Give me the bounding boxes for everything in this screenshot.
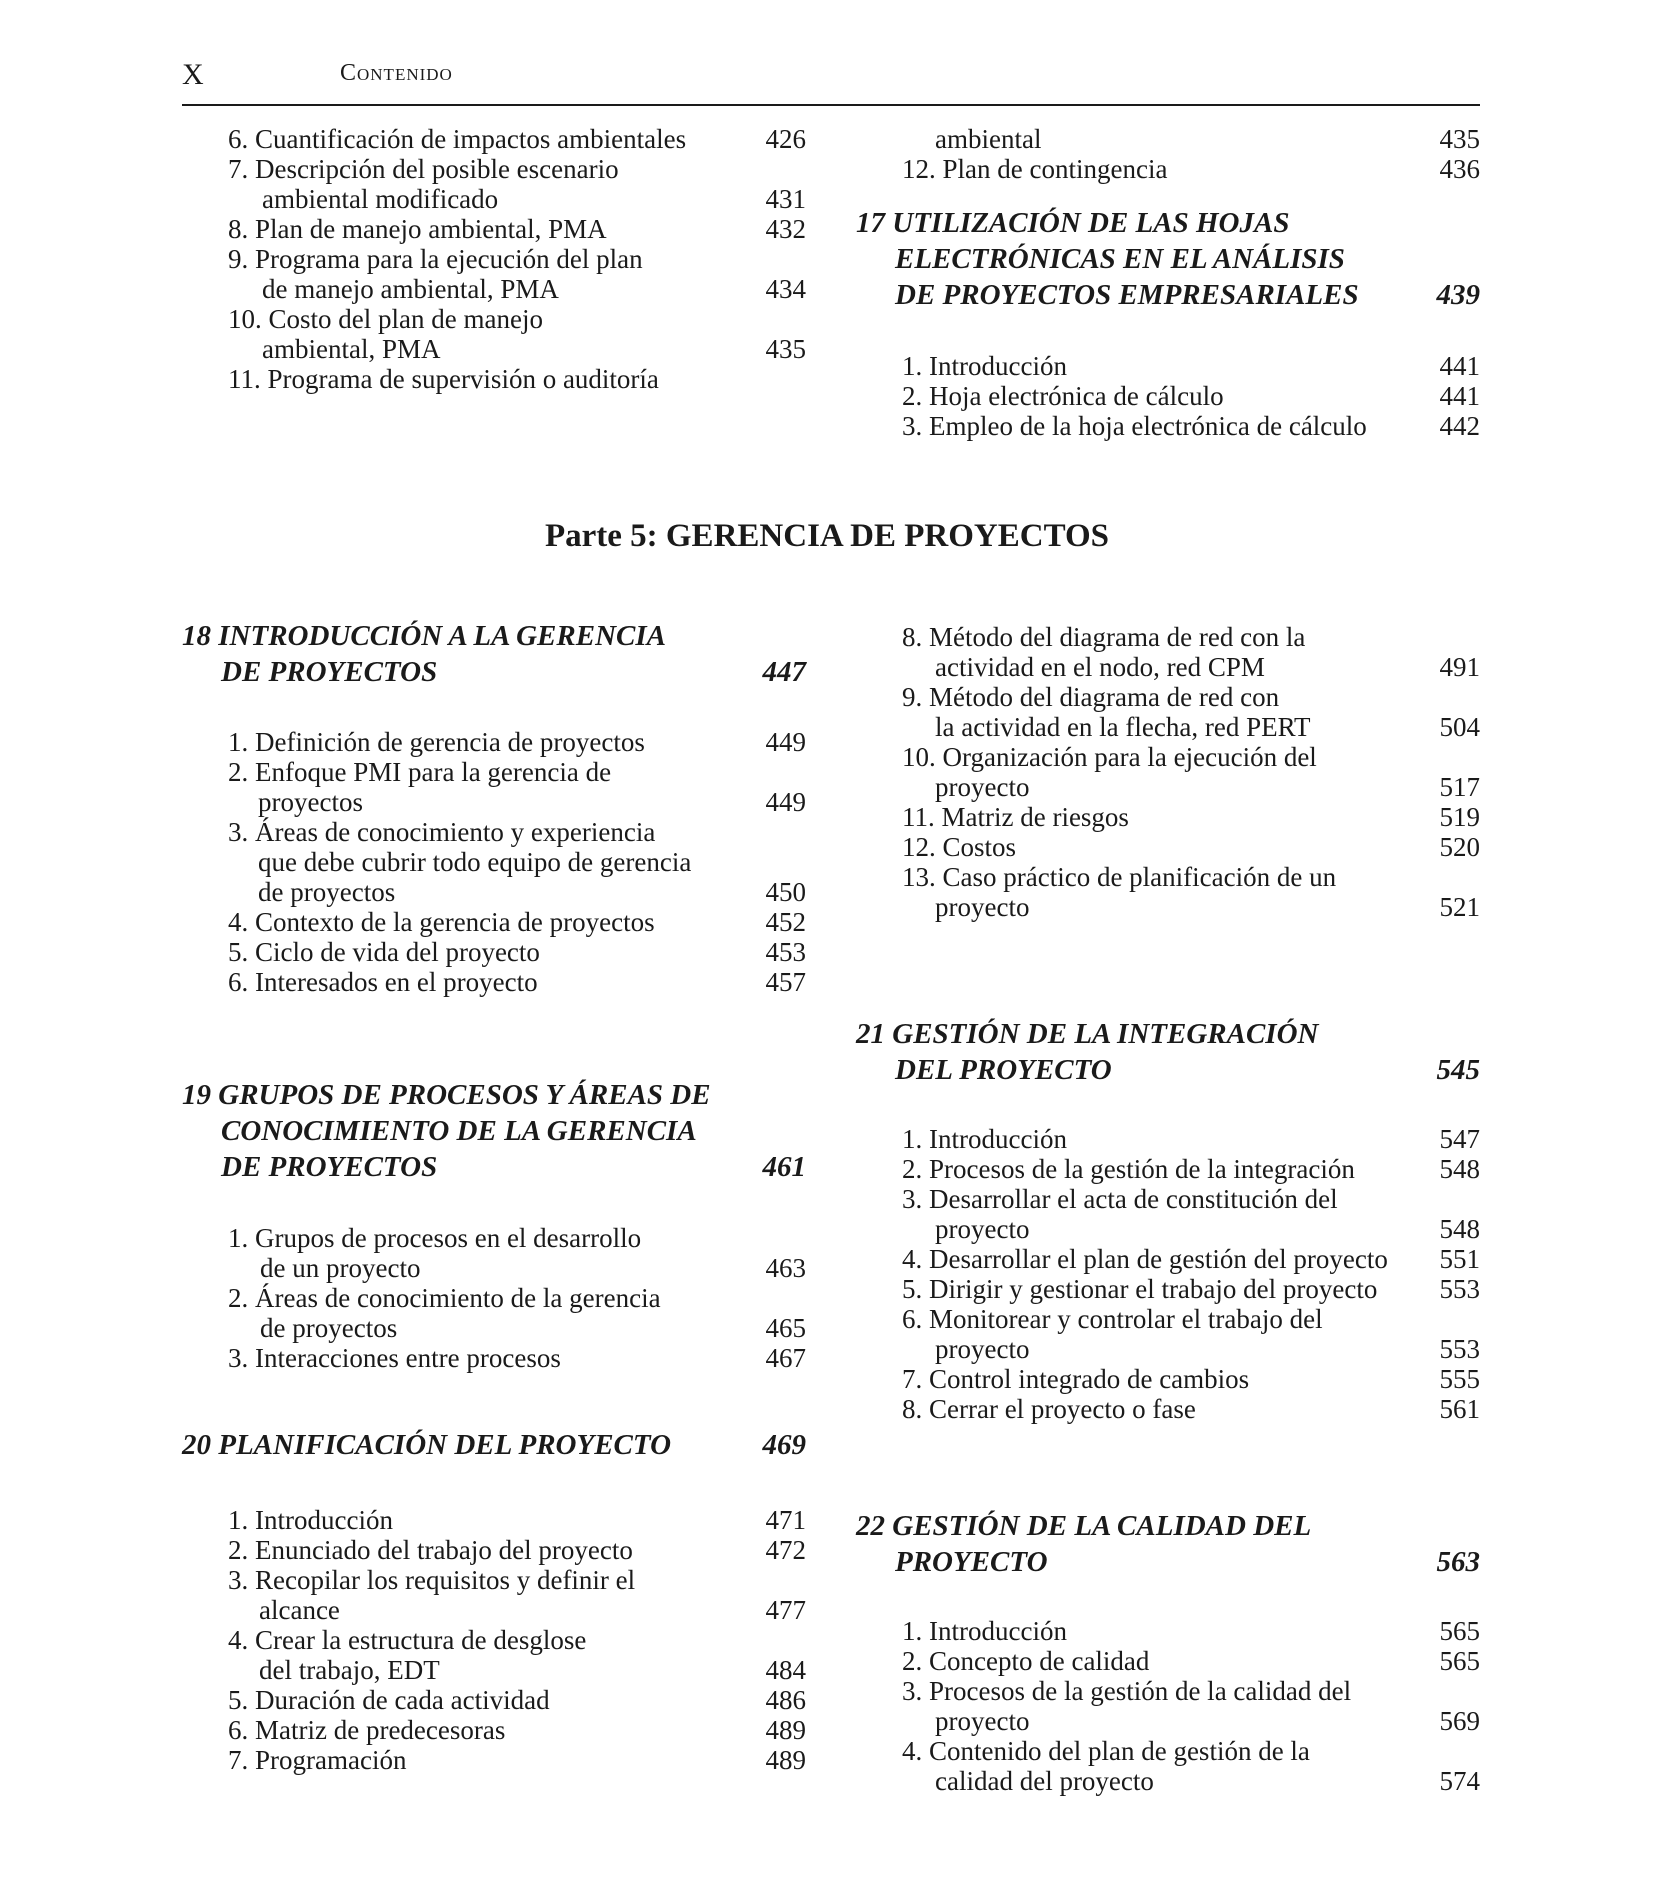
toc-entry-text: 10. Costo del plan de manejo bbox=[228, 304, 543, 334]
toc-entry-text: que debe cubrir todo equipo de gerencia bbox=[258, 847, 692, 877]
chapter-title: DE PROYECTOS bbox=[221, 656, 438, 688]
toc-entry-text: proyecto bbox=[935, 1706, 1030, 1736]
toc-entry-text: 2. Hoja electrónica de cálculo bbox=[902, 381, 1224, 411]
toc-entry-text: 9. Programa para la ejecución del plan bbox=[228, 244, 643, 274]
toc-entry-text: 4. Contenido del plan de gestión de la bbox=[902, 1736, 1310, 1766]
toc-entry-page: 463 bbox=[765, 1253, 806, 1283]
toc-entry-text: 13. Caso práctico de planificación de un bbox=[902, 862, 1337, 892]
toc-entry-text: 6. Monitorear y controlar el trabajo del bbox=[902, 1304, 1323, 1334]
toc-entry-text: 7. Programación bbox=[228, 1745, 407, 1775]
toc-entry-text: 6. Interesados en el proyecto bbox=[228, 967, 538, 997]
chapter-title: CONOCIMIENTO DE LA GERENCIA bbox=[221, 1115, 697, 1147]
toc-entry-text: 1. Introducción bbox=[902, 1124, 1067, 1154]
toc-entry-page: 477 bbox=[765, 1595, 806, 1625]
toc-entry-text: de un proyecto bbox=[260, 1253, 421, 1283]
toc-entry-page: 565 bbox=[1439, 1646, 1480, 1676]
toc-entry-text: 3. Procesos de la gestión de la calidad del bbox=[902, 1676, 1352, 1706]
toc-entry-text: 3. Interacciones entre procesos bbox=[228, 1343, 561, 1373]
toc-entry-page: 551 bbox=[1439, 1244, 1480, 1274]
chapter-page: 461 bbox=[762, 1151, 806, 1183]
toc-entry-page: 449 bbox=[765, 787, 806, 817]
toc-entry-text: 11. Matriz de riesgos bbox=[902, 802, 1129, 832]
toc-entry-page: 465 bbox=[765, 1313, 806, 1343]
chapter-title: 18 INTRODUCCIÓN A LA GERENCIA bbox=[182, 620, 666, 652]
toc-entry-page: 484 bbox=[765, 1655, 806, 1685]
toc-entry-page: 436 bbox=[1439, 154, 1480, 184]
toc-entry-text: 4. Contexto de la gerencia de proyectos bbox=[228, 907, 655, 937]
toc-entry-text: de manejo ambiental, PMA bbox=[262, 274, 559, 304]
toc-entry-text: 3. Recopilar los requisitos y definir el bbox=[228, 1565, 636, 1595]
toc-entry-page: 520 bbox=[1439, 832, 1480, 862]
toc-entry-page: 521 bbox=[1439, 892, 1480, 922]
toc-entry-text: proyecto bbox=[935, 1214, 1030, 1244]
chapter-page: 469 bbox=[762, 1429, 806, 1461]
toc-entry-text: 5. Dirigir y gestionar el trabajo del proyecto bbox=[902, 1274, 1378, 1304]
chapter-page: 439 bbox=[1436, 279, 1480, 311]
toc-entry-text: 9. Método del diagrama de red con bbox=[902, 682, 1280, 712]
toc-entry-text: alcance bbox=[259, 1595, 340, 1625]
chapter-title: ELECTRÓNICAS EN EL ANÁLISIS bbox=[895, 243, 1345, 275]
toc-entry-text: de proyectos bbox=[260, 1313, 398, 1343]
toc-entry-text: ambiental modificado bbox=[262, 184, 499, 214]
toc-entry-text: 2. Concepto de calidad bbox=[902, 1646, 1150, 1676]
toc-entry-page: 486 bbox=[765, 1685, 806, 1715]
toc-entry-page: 450 bbox=[765, 877, 806, 907]
toc-entry-page: 449 bbox=[765, 727, 806, 757]
toc-entry-page: 517 bbox=[1439, 772, 1480, 802]
chapter-title: PROYECTO bbox=[895, 1546, 1048, 1578]
toc-entry-text: 4. Desarrollar el plan de gestión del proyecto bbox=[902, 1244, 1388, 1274]
toc-entry-text: proyecto bbox=[935, 892, 1030, 922]
toc-entry-page: 432 bbox=[765, 214, 806, 244]
toc-entry-text: 1. Definición de gerencia de proyectos bbox=[228, 727, 645, 757]
chapter-title: 19 GRUPOS DE PROCESOS Y ÁREAS DE bbox=[182, 1079, 711, 1111]
toc-entry-page: 457 bbox=[765, 967, 806, 997]
running-header-title: Contenido bbox=[340, 60, 453, 86]
header-rule bbox=[182, 104, 1480, 106]
toc-entry-page: 467 bbox=[765, 1343, 806, 1373]
toc-entry-text: 5. Ciclo de vida del proyecto bbox=[228, 937, 540, 967]
chapter-title: DEL PROYECTO bbox=[895, 1054, 1112, 1086]
toc-entry-page: 435 bbox=[1439, 124, 1480, 154]
toc-entry-page: 426 bbox=[765, 124, 806, 154]
chapter-title: DE PROYECTOS bbox=[221, 1151, 438, 1183]
toc-entry-text: 4. Crear la estructura de desglose bbox=[228, 1625, 587, 1655]
chapter-title: DE PROYECTOS EMPRESARIALES bbox=[895, 279, 1359, 311]
toc-entry-text: 2. Áreas de conocimiento de la gerencia bbox=[228, 1283, 661, 1313]
chapter-page: 545 bbox=[1436, 1054, 1480, 1086]
toc-entry-page: 489 bbox=[765, 1745, 806, 1775]
toc-entry-page: 431 bbox=[765, 184, 806, 214]
toc-entry-text: ambiental bbox=[935, 124, 1042, 154]
toc-entry-text: 5. Duración de cada actividad bbox=[228, 1685, 550, 1715]
toc-entry-page: 553 bbox=[1439, 1274, 1480, 1304]
toc-entry-page: 491 bbox=[1439, 652, 1480, 682]
toc-entry-page: 519 bbox=[1439, 802, 1480, 832]
toc-entry-text: proyectos bbox=[258, 787, 363, 817]
toc-entry-page: 565 bbox=[1439, 1616, 1480, 1646]
toc-entry-text: calidad del proyecto bbox=[935, 1766, 1154, 1796]
toc-entry-page: 434 bbox=[765, 274, 806, 304]
toc-entry-page: 569 bbox=[1439, 1706, 1480, 1736]
toc-entry-page: 547 bbox=[1439, 1124, 1480, 1154]
toc-entry-text: 6. Matriz de predecesoras bbox=[228, 1715, 506, 1745]
toc-entry-page: 548 bbox=[1439, 1214, 1480, 1244]
toc-entry-page: 574 bbox=[1439, 1766, 1480, 1796]
toc-entry-text: 12. Costos bbox=[902, 832, 1017, 862]
toc-entry-text: 6. Cuantificación de impactos ambientales bbox=[228, 124, 687, 154]
toc-entry-text: 1. Introducción bbox=[902, 351, 1067, 381]
toc-entry-text: de proyectos bbox=[258, 877, 396, 907]
toc-entry-text: 1. Grupos de procesos en el desarrollo bbox=[228, 1223, 642, 1253]
toc-entry-text: 8. Cerrar el proyecto o fase bbox=[902, 1394, 1196, 1424]
part-title: Parte 5: GERENCIA DE PROYECTOS bbox=[544, 518, 1110, 554]
toc-entry-text: 3. Desarrollar el acta de constitución del bbox=[902, 1184, 1338, 1214]
chapter-title: 22 GESTIÓN DE LA CALIDAD DEL bbox=[856, 1510, 1312, 1542]
toc-entry-page: 472 bbox=[765, 1535, 806, 1565]
toc-entry-text: 8. Método del diagrama de red con la bbox=[902, 622, 1306, 652]
toc-entry-text: 10. Organización para la ejecución del bbox=[902, 742, 1317, 772]
toc-entry-text: ambiental, PMA bbox=[262, 334, 441, 364]
toc-entry-page: 442 bbox=[1439, 411, 1480, 441]
toc-entry-page: 555 bbox=[1439, 1364, 1480, 1394]
page-numeral: X bbox=[182, 58, 204, 91]
toc-entry-page: 561 bbox=[1439, 1394, 1480, 1424]
toc-entry-page: 452 bbox=[765, 907, 806, 937]
toc-entry-text: 2. Enunciado del trabajo del proyecto bbox=[228, 1535, 633, 1565]
toc-entry-text: proyecto bbox=[935, 1334, 1030, 1364]
toc-entry-text: actividad en el nodo, red CPM bbox=[935, 652, 1265, 682]
toc-entry-text: proyecto bbox=[935, 772, 1030, 802]
toc-entry-page: 435 bbox=[765, 334, 806, 364]
toc-entry-text: 8. Plan de manejo ambiental, PMA bbox=[228, 214, 607, 244]
toc-entry-page: 553 bbox=[1439, 1334, 1480, 1364]
chapter-title: 17 UTILIZACIÓN DE LAS HOJAS bbox=[856, 207, 1290, 239]
toc-entry-text: 3. Áreas de conocimiento y experiencia bbox=[228, 817, 656, 847]
chapter-page: 563 bbox=[1436, 1546, 1480, 1578]
toc-entry-page: 548 bbox=[1439, 1154, 1480, 1184]
toc-entry-page: 504 bbox=[1439, 712, 1480, 742]
chapter-title: 21 GESTIÓN DE LA INTEGRACIÓN bbox=[856, 1018, 1319, 1050]
toc-entry-text: 2. Enfoque PMI para la gerencia de bbox=[228, 757, 612, 787]
toc-entry-text: 11. Programa de supervisión o auditoría bbox=[228, 364, 659, 394]
toc-entry-text: 7. Descripción del posible escenario bbox=[228, 154, 619, 184]
toc-entry-text: del trabajo, EDT bbox=[259, 1655, 440, 1685]
toc-entry-page: 453 bbox=[765, 937, 806, 967]
toc-entry-text: la actividad en la flecha, red PERT bbox=[935, 712, 1311, 742]
toc-entry-text: 12. Plan de contingencia bbox=[902, 154, 1168, 184]
chapter-title: 20 PLANIFICACIÓN DEL PROYECTO bbox=[182, 1429, 672, 1461]
toc-entry-text: 3. Empleo de la hoja electrónica de cálculo bbox=[902, 411, 1367, 441]
toc-entry-text: 1. Introducción bbox=[902, 1616, 1067, 1646]
toc-entry-page: 441 bbox=[1439, 351, 1480, 381]
toc-entry-text: 1. Introducción bbox=[228, 1505, 393, 1535]
chapter-page: 447 bbox=[762, 656, 806, 688]
toc-entry-page: 489 bbox=[765, 1715, 806, 1745]
toc-entry-text: 7. Control integrado de cambios bbox=[902, 1364, 1250, 1394]
toc-entry-text: 2. Procesos de la gestión de la integración bbox=[902, 1154, 1355, 1184]
toc-entry-page: 471 bbox=[765, 1505, 806, 1535]
toc-entry-page: 441 bbox=[1439, 381, 1480, 411]
